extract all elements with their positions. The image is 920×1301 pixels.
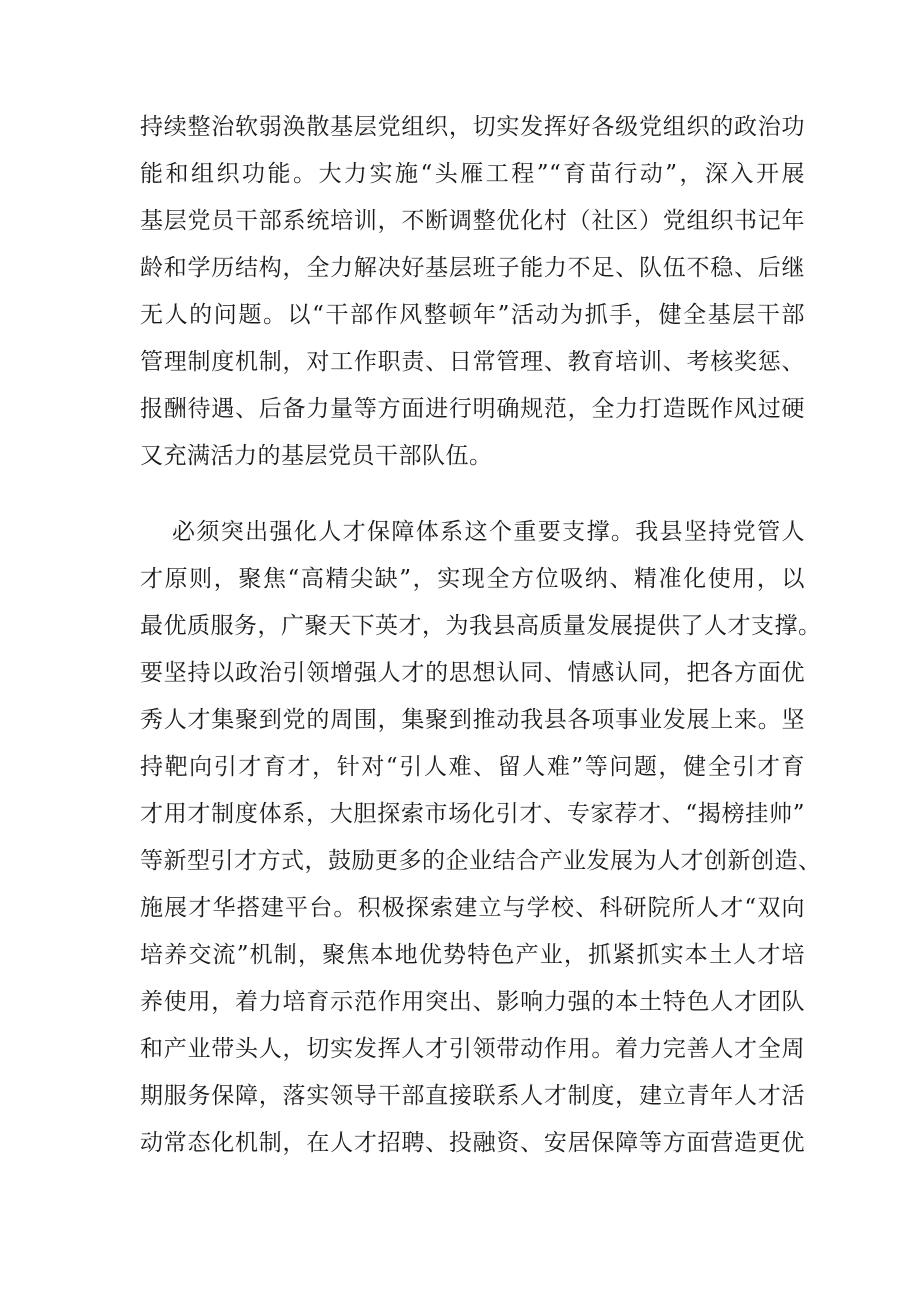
paragraph-2 (140, 509, 822, 1167)
paragraph-line: 最优质服务，广聚天下英才，为我县高质量发展提供了人才支撑。 (140, 613, 822, 639)
paragraph-line: 持靶向引才育才，针对“引人难、留人难”等问题，健全引才育 (140, 754, 805, 780)
paragraph-line: 又充满活力的基层党员干部队伍。 (140, 443, 493, 469)
paragraph-line: 持续整治软弱涣散基层党组织，切实发挥好各级党组织的政治功 (140, 114, 805, 140)
paragraph-line: 期服务保障，落实领导干部直接联系人才制度，建立青年人才活 (140, 1083, 805, 1109)
paragraph-line: 报酬待遇、后备力量等方面进行明确规范，全力打造既作风过硬 (140, 396, 805, 422)
paragraph-line: 能和组织功能。大力实施“头雁工程”“育苗行动”，深入开展 (140, 161, 805, 187)
paragraph-line: 培养交流”机制，聚焦本地优势特色产业，抓紧抓实本土人才培 (140, 942, 805, 968)
paragraph-line: 施展才华搭建平台。积极探索建立与学校、科研院所人才“双向 (140, 895, 805, 921)
paragraph-line: 基层党员干部系统培训，不断调整优化村（社区）党组织书记年 (140, 208, 805, 234)
paragraph-line: 秀人才集聚到党的周围，集聚到推动我县各项事业发展上来。坚 (140, 707, 805, 733)
paragraph-line: 和产业带头人，切实发挥人才引领带动作用。着力完善人才全周 (140, 1036, 805, 1062)
paragraph-line: 才用才制度体系，大胆探索市场化引才、专家荐才、“揭榜挂帅” (140, 801, 805, 827)
paragraph-line: 动常态化机制，在人才招聘、投融资、安居保障等方面营造更优 (140, 1130, 805, 1156)
paragraph-spacer (140, 480, 805, 509)
paragraph-line: 养使用，着力培育示范作用突出、影响力强的本土特色人才团队 (140, 989, 805, 1015)
paragraph-line: 才原则，聚焦“高精尖缺”，实现全方位吸纳、精准化使用，以 (140, 566, 805, 592)
document-body (140, 104, 822, 1167)
paragraph-line: 等新型引才方式，鼓励更多的企业结合产业发展为人才创新创造、 (140, 848, 822, 874)
paragraph-line: 龄和学历结构，全力解决好基层班子能力不足、队伍不稳、后继 (140, 255, 805, 281)
paragraph-line: 管理制度机制，对工作职责、日常管理、教育培训、考核奖惩、 (140, 349, 805, 375)
paragraph-line: 要坚持以政治引领增强人才的思想认同、情感认同，把各方面优 (140, 660, 805, 686)
paragraph-line: 无人的问题。以“干部作风整顿年”活动为抓手，健全基层干部 (140, 302, 805, 328)
paragraph-line: 必须突出强化人才保障体系这个重要支撑。我县坚持党管人 (172, 519, 805, 545)
paragraph-1 (140, 104, 805, 480)
